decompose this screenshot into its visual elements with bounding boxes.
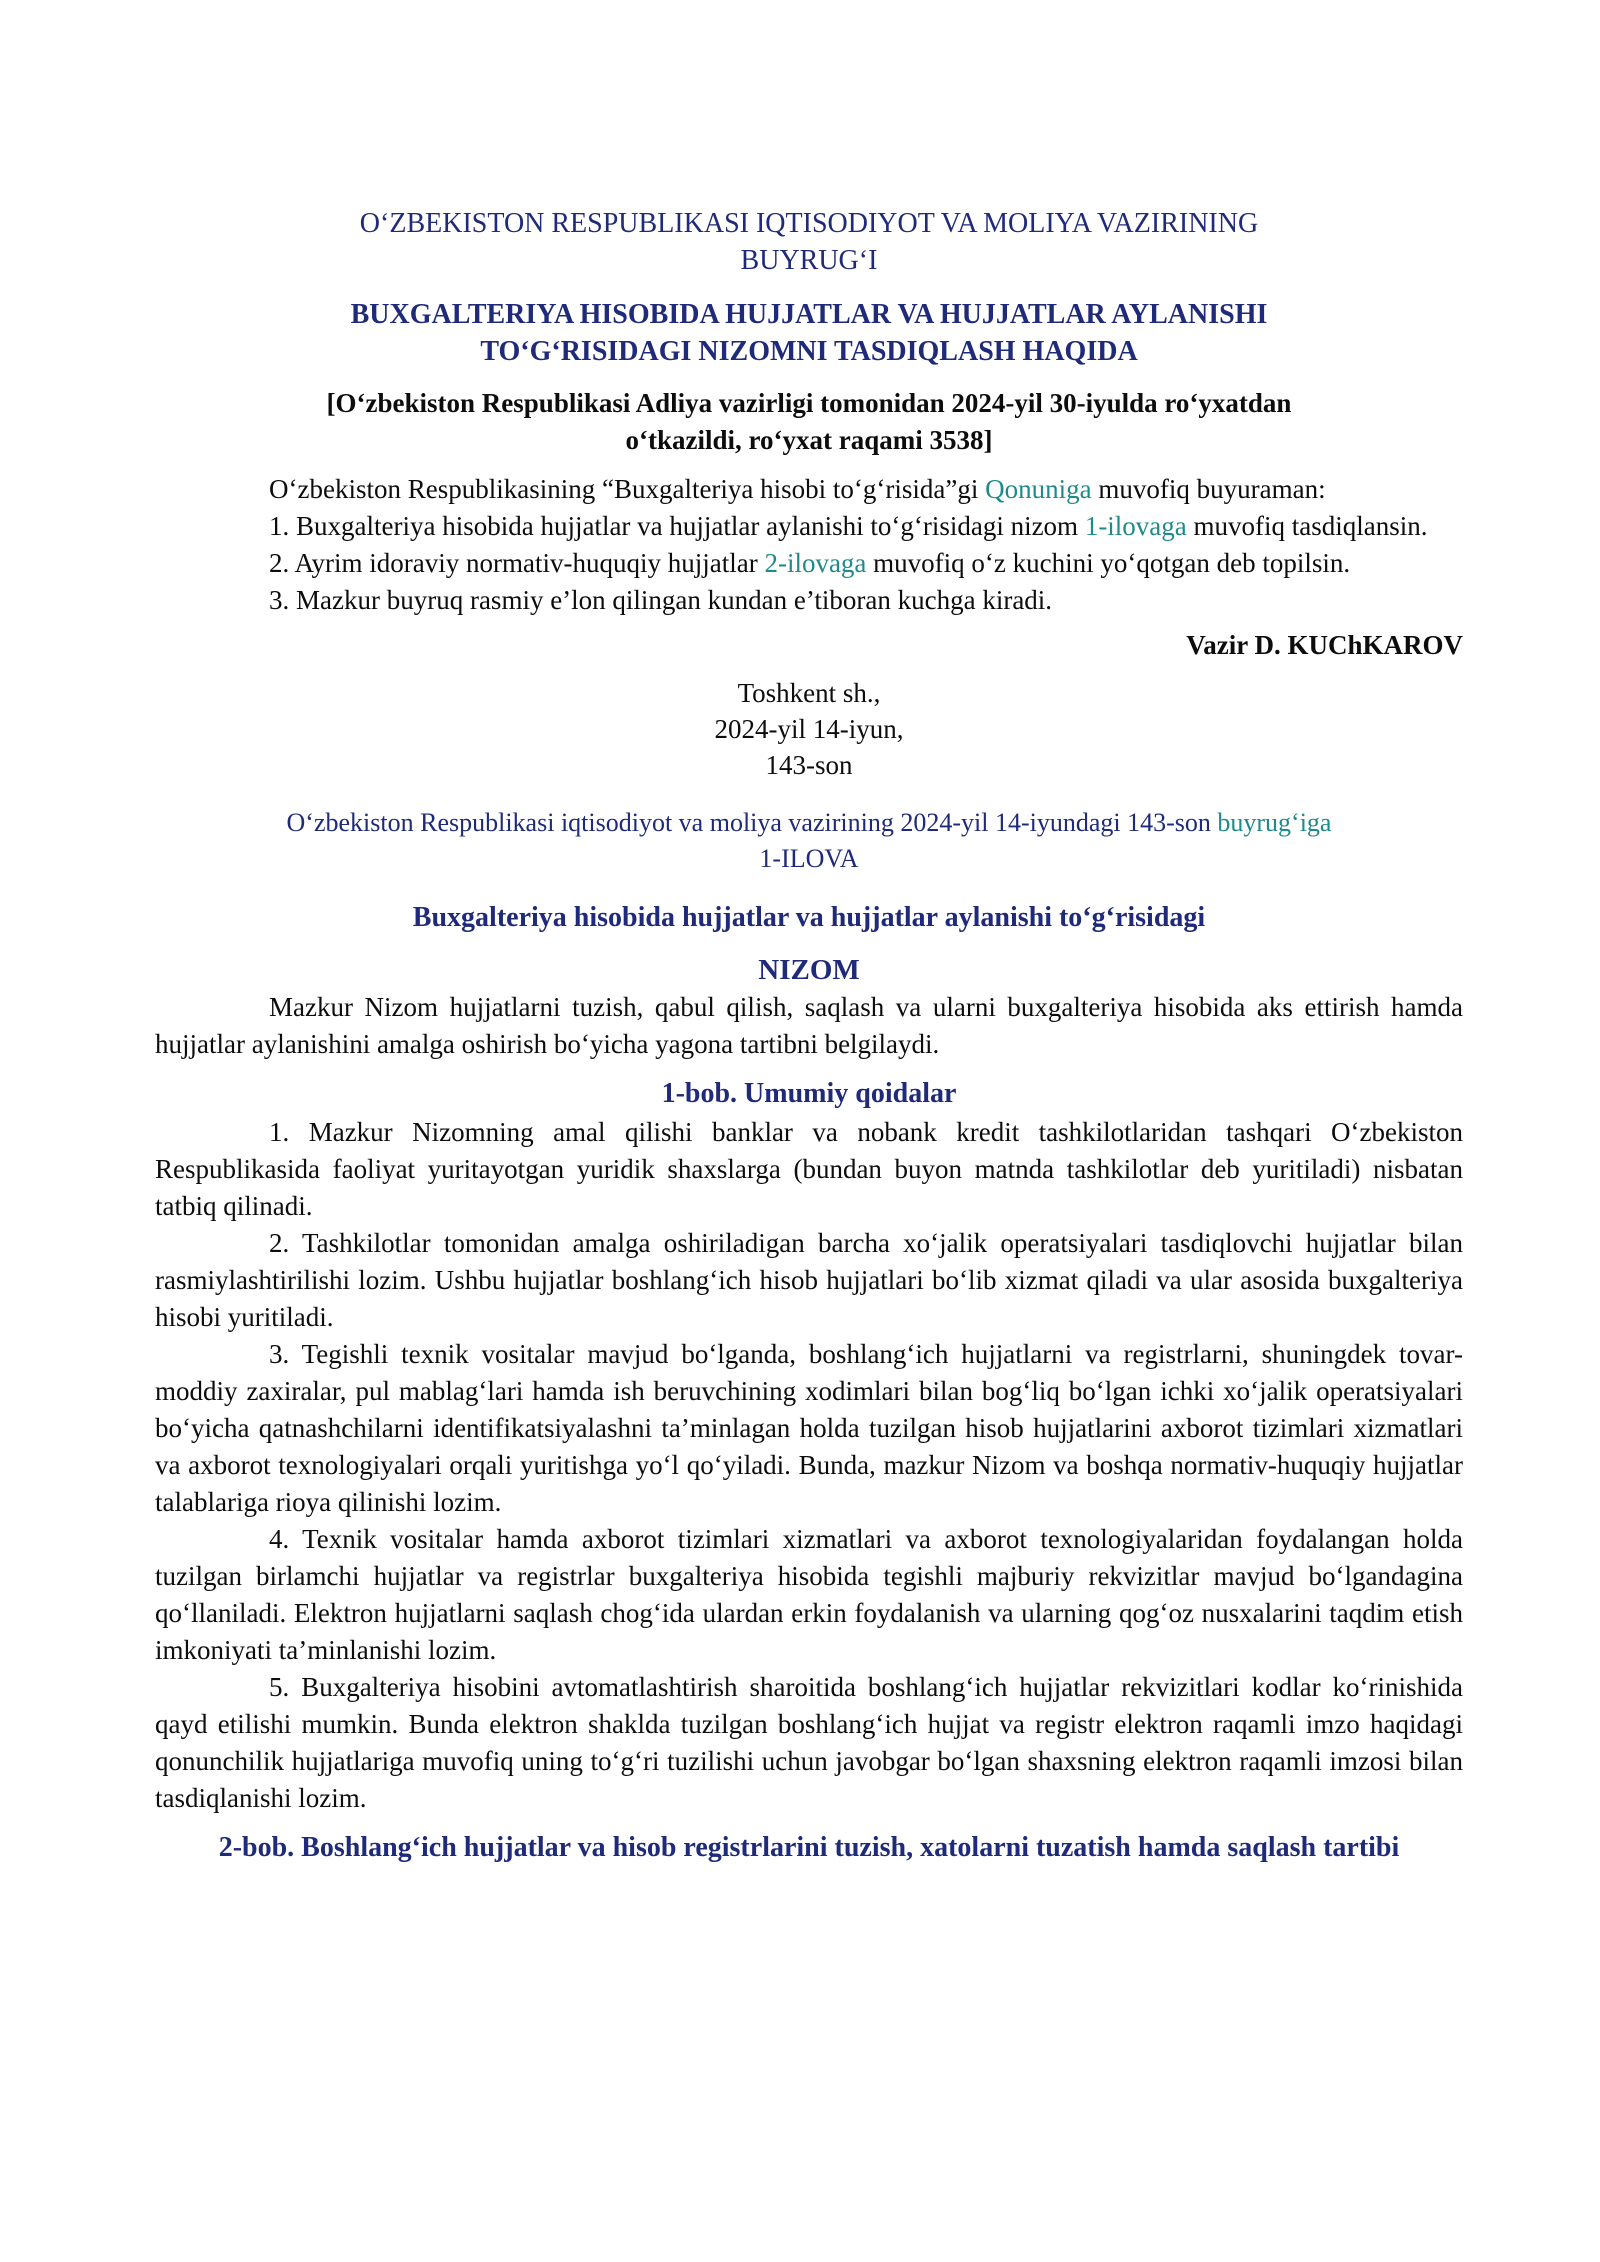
registration-line2: o‘tkazildi, ro‘yxat raqami 3538]	[625, 425, 993, 455]
regulation-heading: NIZOM	[758, 954, 860, 986]
order-subject-line2: TO‘G‘RISIDAGI NIZOMNI TASDIQLASH HAQIDA	[480, 336, 1138, 367]
place-date-number	[155, 675, 1463, 783]
appendix-2-link[interactable]: 2-ilovaga	[764, 548, 867, 578]
chapter-2-heading: 2-bob. Boshlang‘ich hujjatlar va hisob registrlarini tuzish, xatolarni tuzatish hamda saqlash tartibi	[218, 1832, 1400, 1863]
appendix-label: 1-ILOVA	[759, 844, 859, 873]
registration-line1: [O‘zbekiston Respublikasi Adliya vazirligi tomonidan 2024-yil 30-iyulda ro‘yxatdan	[326, 388, 1292, 418]
order-item-1-text-after: muvofiq tasdiqlansin.	[1186, 511, 1428, 541]
place-text: Toshkent sh.,	[737, 678, 881, 708]
appendix-ref-text: O‘zbekiston Respublikasi iqtisodiyot va moliya vazirining 2024-yil 14-iyundagi 143-son	[286, 808, 1218, 837]
regulation-paragraph-1: 1. Mazkur Nizomning amal qilishi banklar va nobank kredit tashkilotlaridan tashqari O‘zbekiston Respublikasida faoliyat yuritayotgan yuridik shaxslarga (bundan buyon matnda tashkilotlar deb yuritiladi) nisbatan tatbiq qilinadi.	[155, 1117, 1463, 1221]
regulation-paragraph-2: 2. Tashkilotlar tomonidan amalga oshiriladigan barcha xo‘jalik operatsiyalari tasdiqlovchi hujjatlar bilan rasmiylashtirilishi lozim. Ushbu hujjatlar boshlang‘ich hisob hujjatlari bo‘lib xizmat qiladi va ular asosida buxgalteriya hisobi yuritiladi.	[155, 1228, 1463, 1332]
regulation-title: Buxgalteriya hisobida hujjatlar va hujjatlar aylanishi to‘g‘risidagi	[412, 902, 1206, 933]
appendix-reference	[155, 805, 1463, 877]
order-item-1-text-before: 1. Buxgalteriya hisobida hujjatlar va hujjatlar aylanishi to‘g‘risidagi nizom	[269, 511, 1085, 541]
order-item-1	[155, 508, 1463, 545]
registration-note	[155, 385, 1463, 459]
regulation-paragraph-3: 3. Tegishli texnik vositalar mavjud bo‘lganda, boshlang‘ich hujjatlarni va registrlarni, shuningdek tovar-moddiy zaxiralar, pul mablag‘lari hamda ish beruvchining xodimlari bilan bog‘liq bo‘lgan ichki xo‘jalik operatsiyalari bo‘yicha qatnashchilarni identifikatsiyalashni ta’minlagan holda tuzilgan hisob hujjatlarini axborot tizimlari xizmatlari va axborot texnologiyalari orqali yuritishga yo‘l qo‘yiladi. Bunda, mazkur Nizom va boshqa normativ-huquqiy hujjatlar talablariga rioya qilinishi lozim.	[155, 1339, 1463, 1517]
order-title-line1: O‘ZBEKISTON RESPUBLIKASI IQTISODIYOT VA MOLIYA VAZIRINING	[359, 208, 1259, 239]
regulation-paragraph-5: 5. Buxgalteriya hisobini avtomatlashtirish sharoitida boshlang‘ich hujjatlar rekvizitlari kodlar ko‘rinishida qayd etilishi mumkin. Bunda elektron shaklda tuzilgan boshlang‘ich hujjat va registr elektron raqamli imzo haqidagi qonunchilik hujjatlariga muvofiq uning to‘g‘ri tuzilishi uchun javobgar bo‘lgan shaxsning elektron raqamli imzosi bilan tasdiqlanishi lozim.	[155, 1672, 1463, 1813]
number-text: 143-son	[765, 750, 853, 780]
order-item-2-text-before: 2. Ayrim idoraviy normativ-huquqiy hujjatlar	[269, 548, 765, 578]
order-item-2	[155, 545, 1463, 582]
document-page	[155, 205, 1463, 1866]
order-item-3: 3. Mazkur buyruq rasmiy e’lon qilingan kundan e’tiboran kuchga kiradi.	[269, 585, 1053, 615]
appendix-ref-line	[155, 805, 1463, 841]
order-item-2-text-after: muvofiq o‘z kuchini yo‘qotgan deb topilsin.	[866, 548, 1351, 578]
order-subject-line1: BUXGALTERIYA HISOBIDA HUJJATLAR VA HUJJATLAR AYLANISHI	[350, 299, 1268, 330]
date-text: 2024-yil 14-iyun,	[714, 714, 904, 744]
order-title	[155, 205, 1463, 279]
preamble-text-after: muvofiq buyuraman:	[1091, 474, 1326, 504]
chapter-1-heading: 1-bob. Umumiy qoidalar	[661, 1078, 957, 1109]
preamble-paragraph	[155, 471, 1463, 508]
order-title-line2: BUYRUG‘I	[740, 245, 878, 276]
appendix-1-link[interactable]: 1-ilovaga	[1084, 511, 1187, 541]
regulation-paragraph-4: 4. Texnik vositalar hamda axborot tizimlari xizmatlari va axborot texnologiyalaridan foydalangan holda tuzilgan birlamchi hujjatlar va registrlar buxgalteriya hisobida tegishli majburiy rekvizitlar mavjud bo‘lgandagina qo‘llaniladi. Elektron hujjatlarni saqlash chog‘ida ulardan erkin foydalanish va ularning qog‘oz nusxalarini taqdim etish imkoniyati ta’minlanishi lozim.	[155, 1524, 1463, 1665]
minister-signature: Vazir D. KUChKAROV	[1186, 630, 1463, 660]
order-subject	[155, 296, 1463, 370]
law-link[interactable]: Qonuniga	[985, 474, 1092, 504]
order-link[interactable]: buyrug‘iga	[1217, 808, 1332, 837]
preamble-text-before: O‘zbekiston Respublikasining “Buxgalteriya hisobi to‘g‘risida”gi	[269, 474, 986, 504]
regulation-intro: Mazkur Nizom hujjatlarni tuzish, qabul qilish, saqlash va ularni buxgalteriya hisobida aks ettirish hamda hujjatlar aylanishini amalga oshirish bo‘yicha yagona tartibni belgilaydi.	[155, 992, 1463, 1059]
